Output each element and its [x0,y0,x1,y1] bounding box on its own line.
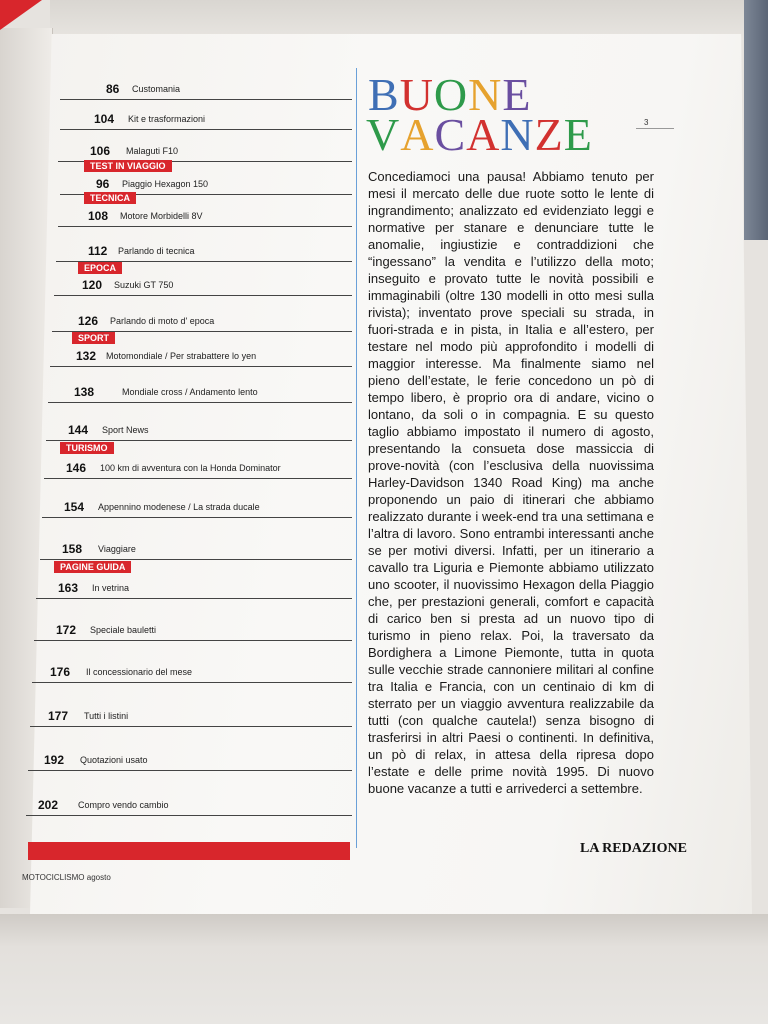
footer-text: MOTOCICLISMO agosto [22,873,111,882]
toc-rule [26,815,352,816]
toc-row [54,276,352,296]
toc-category-label: SPORT [72,332,115,344]
toc-rule [40,559,352,560]
toc-page-number: 176 [50,665,71,679]
toc-rule [60,129,352,130]
toc-rule [36,598,352,599]
toc-rule [44,478,352,479]
toc-entry-title: Tutti i listini [84,711,129,721]
background-right [744,0,768,240]
title-letter: N [500,109,535,160]
toc-row [60,80,352,100]
toc-page-number: 120 [82,278,103,292]
toc-row [34,621,352,641]
title-line-2 [366,109,593,160]
toc-row [60,110,352,130]
toc-entry-title: 100 km di avventura con la Honda Dominator [100,463,281,473]
toc-rule [42,517,352,518]
toc-page-number: 154 [64,500,85,514]
toc-rule [54,295,352,296]
red-footer-bar [28,842,350,860]
toc-rule [60,99,352,100]
toc-entry-title: Motore Morbidelli 8V [120,211,203,221]
toc-row [58,142,352,162]
column-divider [356,68,357,848]
toc-category-label: TECNICA [84,192,136,204]
title-letter: E [563,109,593,160]
toc-page-number: 177 [48,709,69,723]
toc-rule [30,726,352,727]
toc-rule [46,440,352,441]
toc-entry-title: In vetrina [92,583,130,593]
toc-page-number: 158 [62,542,83,556]
toc-entry-title: Speciale bauletti [90,625,157,635]
toc-page-number: 104 [94,112,115,126]
toc-page-number: 192 [44,753,65,767]
toc-entry-title: Suzuki GT 750 [114,280,174,290]
toc-category-label: TURISMO [60,442,114,454]
toc-page-number: 112 [88,244,108,258]
signature: LA REDAZIONE [580,841,687,856]
toc-row [52,312,352,332]
toc-row [26,796,352,816]
toc-row [58,207,352,227]
toc-page-number: 108 [88,209,109,223]
toc-page-number: 86 [106,82,120,96]
title-letter: A [466,109,501,160]
toc-category-label: PAGINE GUIDA [54,561,131,573]
title-letter: N [468,69,503,120]
toc-entry-title: Sport News [102,425,149,435]
toc-entry-title: Il concessionario del mese [86,667,193,677]
page-number-rule [636,128,674,129]
toc-row [42,498,352,518]
toc-entry-title: Malaguti F10 [126,146,179,156]
toc-row [36,579,352,599]
toc-row [40,540,352,560]
toc-rule [28,770,352,771]
toc-rule [34,640,352,641]
title-letter: V [366,109,401,160]
toc-row [46,421,352,441]
editorial-body: Concediamoci una pausa! Abbiamo tenuto per mesi il mercato delle due ruote sotto le lente di ingrandimento; analizzato ed evidenziato leggi e normative per stanare e denunciare tutte le anomalie, ingiustizie e contraddizioni che “ingessano” la vendita e l’utilizzo della moto; inseguito e provato tutte le novità possibili e immaginabili (oltre 130 modelli in otto mesi sulla rivista); inventato prove speciali su strada, in fuori-strada e in pista, in Italia e all’estero, per testare nel modo più approfondito i modelli di maggior interesse. Ma finalmente siamo nel pieno dell’estate, le ferie concedono un pò di tempo libero, è proprio ora di andare, vicino o lontano, da soli o in compagnia. E su questo taglio abbiamo impostato il numero di agosto, presentando la consueta dose massiccia di prove-novità (con l’esclusiva della nuovissima Harley-Davidson 1340 Road King) ma anche proponendo un paio di itinerari che abbiamo realizzato durante i week-end tra una settimana e l’altra di lavoro. Sono entrambi interessanti anche se per motivi diversi. Infatti, per un itinerario a cavallo tra Liguria e Piemonte abbiamo utilizzato uno scooter, il nuovissimo Hexagon della Piaggio che, per prestazioni generali, comfort e capacità di carico ben si presta ad un nuovo tipo di turismo in pieno relax. Poi, la traversato da Bordighera a Limone Piemonte, tutta in quota sulle vecchie strade cannoniere militari al confine tra Italia e Francia, con un centinaio di km di sterrato per un viaggio avventura realizzabile da tutti (con qualche cautela!) senza bisogno di trasferirsi in altri Paesi o continenti. In definitiva, un pò di relax, in attesa della ripresa dopo l’estate e delle prime novità 1995. Di nuovo buone vacanze a tutti e arrivederci a settembre. [368,169,654,796]
title-letter: E [502,69,532,120]
toc-page-number: 172 [56,623,77,637]
toc-entry-title: Kit e trasformazioni [128,114,206,124]
red-corner-decoration [0,0,42,30]
page-number: 3 [644,118,649,127]
title-letter: O [433,69,469,120]
toc-rule [32,682,352,683]
toc-category-label: EPOCA [78,262,122,274]
toc-entry-title: Parlando di tecnica [118,246,195,256]
toc-page-number: 132 [76,349,97,363]
toc-entry-title: Viaggiare [98,544,136,554]
toc-rule [58,226,352,227]
toc-page-number: 202 [38,798,59,812]
toc-row [28,751,352,771]
toc-row [56,242,352,262]
toc-rule [50,366,352,367]
title-letter: Z [534,109,564,160]
toc-page-number: 106 [90,144,111,158]
toc-entry-title: Appennino modenese / La strada ducale [98,502,260,512]
toc-row [30,707,352,727]
toc-rule [48,402,352,403]
toc-category-label: TEST IN VIAGGIO [84,160,172,172]
toc-row [50,347,352,367]
toc-entry-title: Parlando di moto d' epoca [110,316,215,326]
toc-page-number: 96 [96,177,110,191]
title-letter: C [434,109,467,160]
toc-entry-title: Quotazioni usato [80,755,148,765]
title-letter: U [399,69,434,120]
title-letter: B [368,69,400,120]
toc-entry-title: Piaggio Hexagon 150 [122,179,209,189]
toc-page-number: 138 [74,385,95,399]
toc-page-number: 163 [58,581,79,595]
toc-page-number: 144 [68,423,89,437]
toc-entry-title: Compro vendo cambio [78,800,169,810]
title-letter: A [400,109,435,160]
toc-entry-title: Mondiale cross / Andamento lento [122,387,258,397]
toc-page-number: 126 [78,314,99,328]
toc-row [48,383,352,403]
toc-row [32,663,352,683]
toc-entry-title: Customania [132,84,181,94]
table-surface [0,914,768,1024]
toc-row [44,459,352,479]
toc-page-number: 146 [66,461,87,475]
toc-entry-title: Motomondiale / Per strabattere lo yen [106,351,257,361]
